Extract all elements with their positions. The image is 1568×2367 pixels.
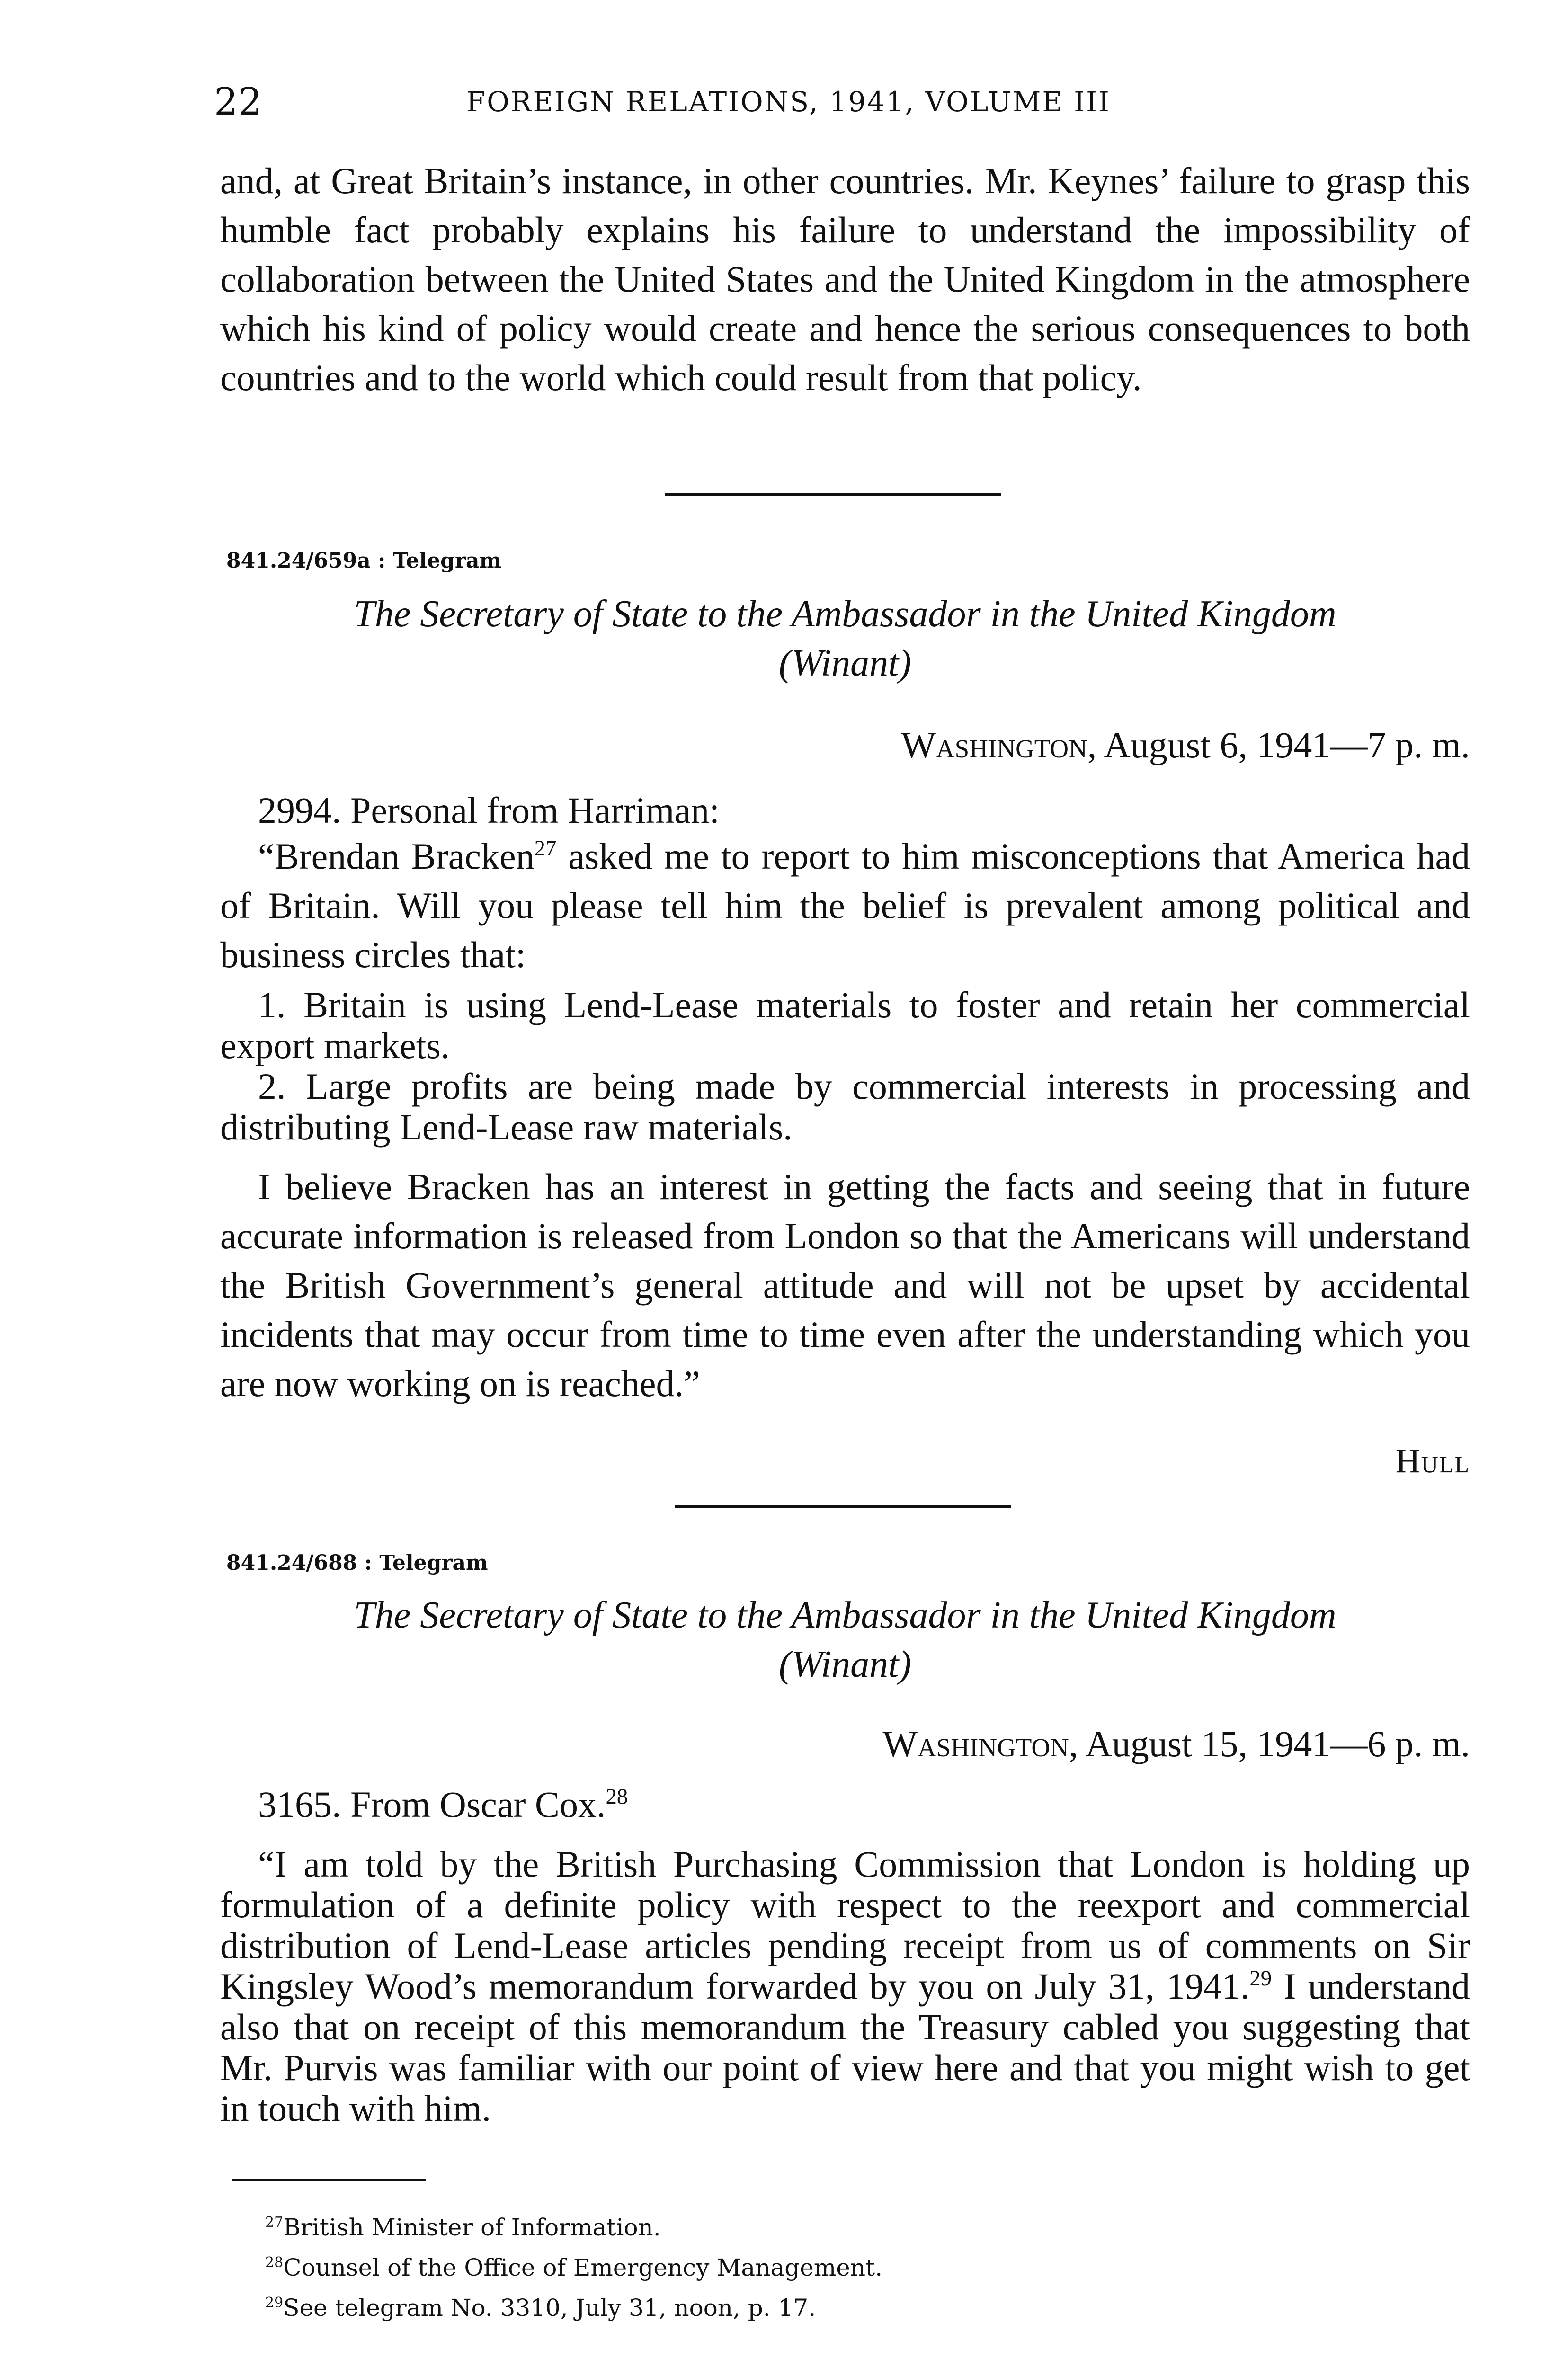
doc1-dateline-place: Washington	[901, 724, 1087, 765]
doc2-dateline-date: , August 15, 1941—6 p. m.	[1069, 1723, 1470, 1764]
footnote-29	[265, 2296, 816, 2320]
footnote-number: 28	[265, 2254, 284, 2271]
doc1-file-ref: 841.24/659a : Telegram	[226, 549, 502, 573]
doc2-paragraph-start: “I am told by the British Purchasing Commission that London is holding up formulation of a definite policy with respect to the reexport and commercial distribution of Lend-Lease articles pending receipt from us of comments on Sir Kingsley Wood’s memorandum forwarded by you on July 31, 1941.	[220, 1843, 1470, 2007]
doc1-signature: Hull	[1395, 1442, 1470, 1480]
running-title: FOREIGN RELATIONS, 1941, VOLUME III	[466, 86, 1111, 118]
doc1-closing-paragraph: I believe Bracken has an interest in getting the facts and seeing that in future accurate information is released from London so that the Americans will understand the British Government’s general attitude and will not be upset by accidental incidents that may occur from time to time even after the understanding which you are now working on is reached.”	[220, 1166, 1470, 1404]
doc1-quote-intro-start: “Brendan Bracken	[258, 836, 535, 877]
section-divider	[675, 1505, 1011, 1508]
doc1-heading-line1: The Secretary of State to the Ambassador in the United Kingdom	[354, 593, 1336, 635]
doc2-opening-text: 3165. From Oscar Cox.	[258, 1784, 606, 1825]
doc2-file-ref: 841.24/688 : Telegram	[226, 1551, 488, 1575]
doc2-heading	[220, 1591, 1470, 1689]
doc1-quote-intro-end: asked me to report to him misconceptions that America had of Britain. Will you please tell him the belief is prevalent among political and business circles that:	[220, 836, 1470, 975]
doc1-quote-intro	[220, 832, 1470, 979]
page-number: 22	[214, 80, 262, 124]
footnote-ref-28: 28	[606, 1784, 628, 1809]
doc2-paragraph-end: I understand also that on receipt of this memorandum the Treasury cabled you suggesting that Mr. Purvis was familiar with our point of view here and that you might wish to get in touch with him.	[220, 1966, 1470, 2129]
doc1-dateline	[901, 724, 1470, 765]
footnote-divider	[232, 2179, 426, 2181]
section-divider	[665, 493, 1001, 496]
intro-paragraph: and, at Great Britain’s instance, in other countries. Mr. Keynes’ failure to grasp this humble fact probably explains his failure to understand the impossibility of collaboration between the United States and the United Kingdom in the atmosphere which his kind of policy would create and hence the serious consequences to both countries and to the world which could result from that policy.	[220, 160, 1470, 398]
doc1-list-item-1: 1. Britain is using Lend-Lease materials to foster and retain her commercial export markets.	[220, 984, 1470, 1066]
doc1-heading	[220, 589, 1470, 688]
footnote-ref-27: 27	[534, 836, 557, 861]
doc1-dateline-date: , August 6, 1941—7 p. m.	[1087, 724, 1470, 765]
doc2-opening	[220, 1780, 1470, 1829]
footnote-text: Counsel of the Office of Emergency Management.	[283, 2254, 883, 2281]
doc1-opening: 2994. Personal from Harriman:	[258, 790, 720, 831]
footnote-28	[265, 2256, 882, 2279]
footnote-ref-29: 29	[1249, 1966, 1272, 1991]
footnote-number: 27	[265, 2214, 284, 2231]
doc2-heading-line2: (Winant)	[779, 1644, 911, 1685]
doc1-heading-line2: (Winant)	[779, 642, 911, 684]
doc2-paragraph	[220, 1844, 1470, 2129]
doc1-list-item-2: 2. Large profits are being made by commercial interests in processing and distributing Lend-Lease raw materials.	[220, 1066, 1470, 1148]
doc1-list	[220, 985, 1470, 1148]
footnote-text: British Minister of Information.	[283, 2214, 661, 2241]
footnote-27	[265, 2216, 661, 2239]
footnote-text: See telegram No. 3310, July 31, noon, p. 17.	[283, 2294, 816, 2322]
doc2-dateline-place: Washington	[882, 1723, 1069, 1764]
doc2-heading-line1: The Secretary of State to the Ambassador in the United Kingdom	[354, 1594, 1336, 1636]
doc2-dateline	[882, 1723, 1470, 1764]
footnote-number: 29	[265, 2295, 284, 2311]
